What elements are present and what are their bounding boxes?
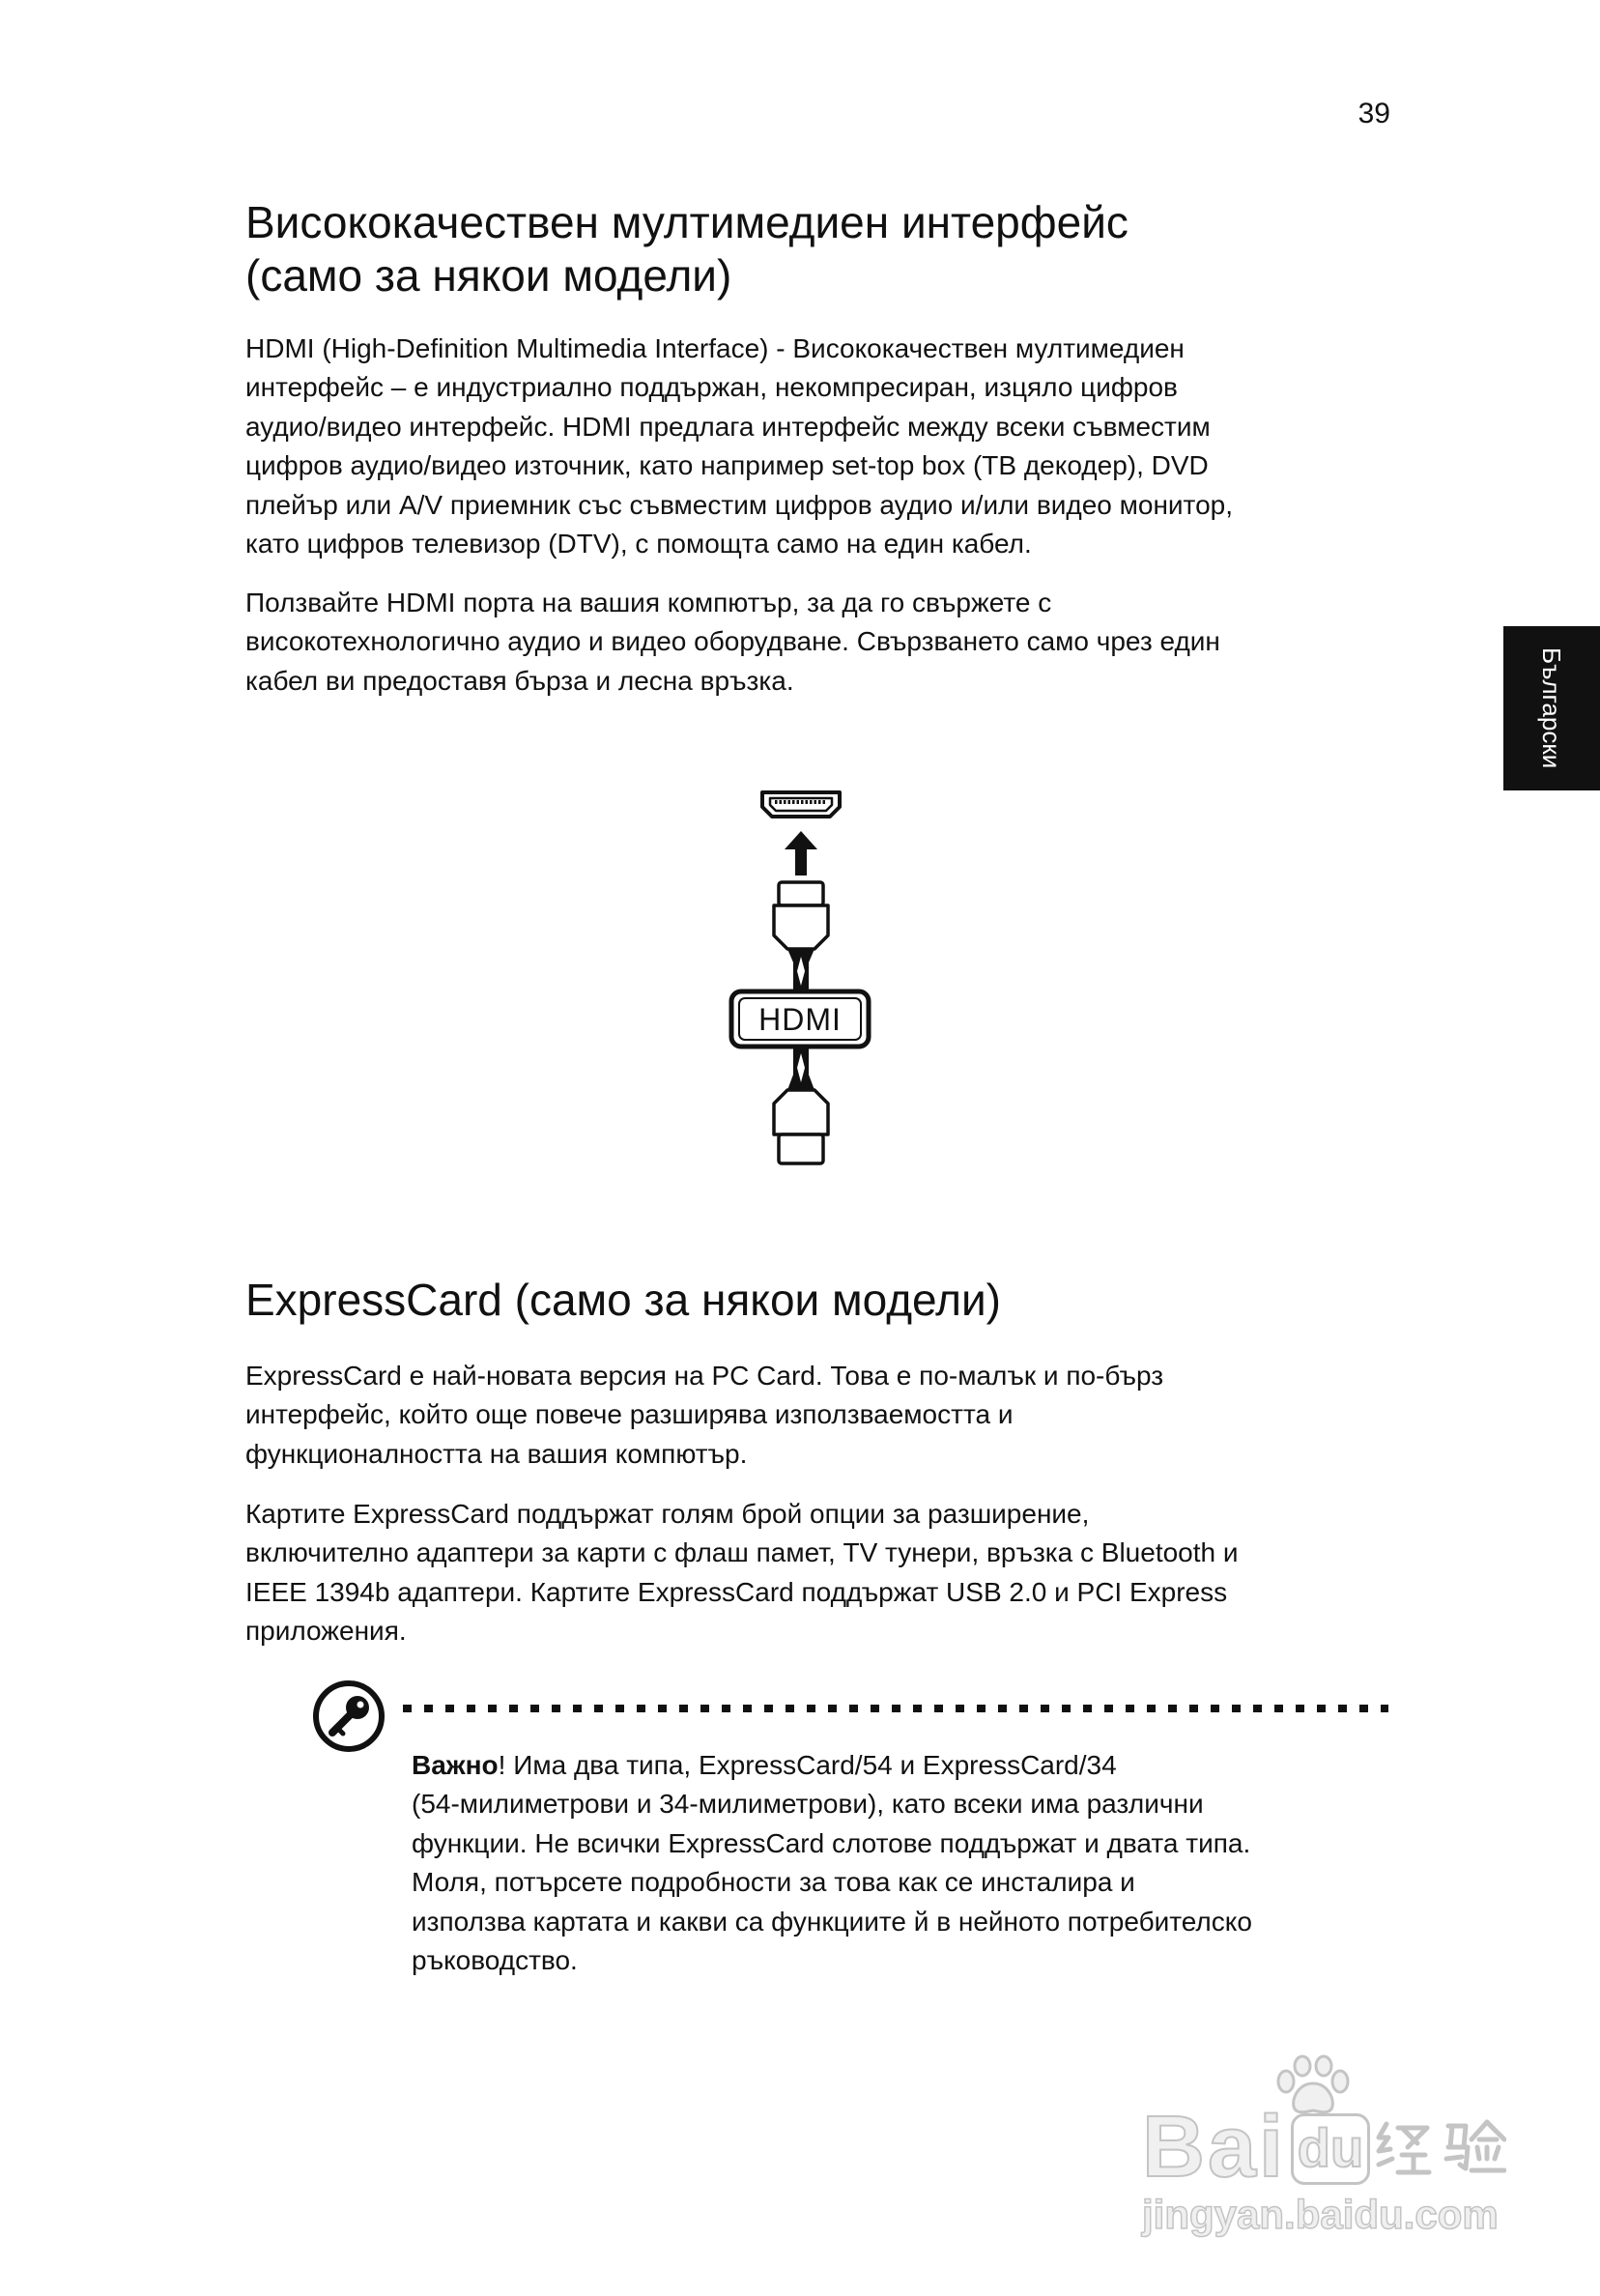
- note-line: (54-милиметрови и 34-милиметрови), като всеки има различни: [412, 1789, 1204, 1820]
- paragraph-line: интерфейс – е индустриално поддържан, некомпресиран, изцяло цифров: [245, 372, 1178, 403]
- page-number: 39: [1357, 98, 1390, 129]
- paragraph-line: Картите ExpressCard поддържат голям брой опции за разширение,: [245, 1499, 1090, 1529]
- note-first-line-rest: ! Има два типа, ExpressCard/54 и ExpressCard/34: [498, 1750, 1117, 1780]
- paragraph-line: като цифров телевизор (DTV), с помощта само на един кабел.: [245, 529, 1032, 560]
- hdmi-port-icon: [762, 792, 840, 817]
- expresscard-section-title: [245, 1274, 1001, 1327]
- hdmi-figure: [715, 783, 889, 1179]
- hdmi-paragraph-1: [245, 330, 1233, 563]
- paragraph-line: аудио/видео интерфейс. HDMI предлага интерфейс между всеки съвместим: [245, 411, 1211, 442]
- note-line: [412, 1746, 1252, 1785]
- paragraph-line: HDMI (High-Definition Multimedia Interface) - Висококачествен мултимедиен: [245, 333, 1185, 363]
- title-line: (само за някои модели): [245, 250, 732, 301]
- hdmi-label: HDMI: [758, 1002, 842, 1037]
- key-icon: [311, 1679, 386, 1754]
- title-line: ExpressCard (само за някои модели): [245, 1275, 1001, 1325]
- note-divider: [403, 1705, 1388, 1712]
- hdmi-paragraph-2: [245, 584, 1220, 701]
- paragraph-line: приложения.: [245, 1616, 407, 1647]
- paragraph-line: Ползвайте HDMI порта на вашия компютър, за да го свържете с: [245, 588, 1052, 617]
- expresscard-paragraph-2: [245, 1495, 1239, 1651]
- up-arrow-icon: [785, 831, 817, 875]
- paragraph-line: цифров аудио/видео източник, като например set-top box (ТВ декодер), DVD: [245, 450, 1209, 481]
- watermark-brand-part-1: Bai: [1142, 2099, 1287, 2196]
- note-line: функции. Не всички ExpressCard слотове поддържат и двата типа.: [412, 1827, 1251, 1858]
- watermark-brand-part-2: du: [1291, 2113, 1370, 2185]
- title-line: Висококачествен мултимедиен интерфейс: [245, 197, 1129, 247]
- note-line: Моля, потърсете подробности за това как се инсталира и: [412, 1867, 1135, 1898]
- expresscard-paragraph-1: [245, 1357, 1163, 1474]
- hdmi-section-title: [245, 196, 1129, 302]
- important-note: [412, 1746, 1252, 1980]
- paragraph-line: функционалността на вашия компютър.: [245, 1438, 748, 1469]
- watermark-brand-cjk: [1373, 2118, 1506, 2180]
- note-line: ръководство.: [412, 1945, 578, 1976]
- paragraph-line: кабел ви предоставя бърза и лесна връзка.: [245, 665, 794, 696]
- paragraph-line: интерфейс, който още повече разширява използваемостта и: [245, 1399, 1014, 1430]
- hdmi-label-box: [731, 991, 869, 1047]
- watermark-url: jingyan.baidu.com: [1142, 2192, 1499, 2237]
- paragraph-line: ExpressCard е най-новата версия на PC Card. Това е по-малък и по-бърз: [245, 1361, 1164, 1391]
- note-bold-lead: Важно: [412, 1750, 499, 1780]
- language-tab: [1503, 626, 1600, 790]
- paragraph-line: включително адаптери за карти с флаш памет, TV тунери, връзка с Bluetooth и: [245, 1537, 1239, 1568]
- note-line: използва картата и какви са функциите й в нейното потребителско: [412, 1906, 1252, 1937]
- paragraph-line: плейър или A/V приемник със съвместим цифров аудио и/или видео монитор,: [245, 489, 1233, 520]
- language-tab-label: Български: [1537, 647, 1566, 769]
- paragraph-line: високотехнологично аудио и видео оборудване. Свързването само чрез един: [245, 626, 1220, 657]
- paragraph-line: IEEE 1394b адаптери. Картите ExpressCard поддържат USB 2.0 и PCI Express: [245, 1576, 1228, 1607]
